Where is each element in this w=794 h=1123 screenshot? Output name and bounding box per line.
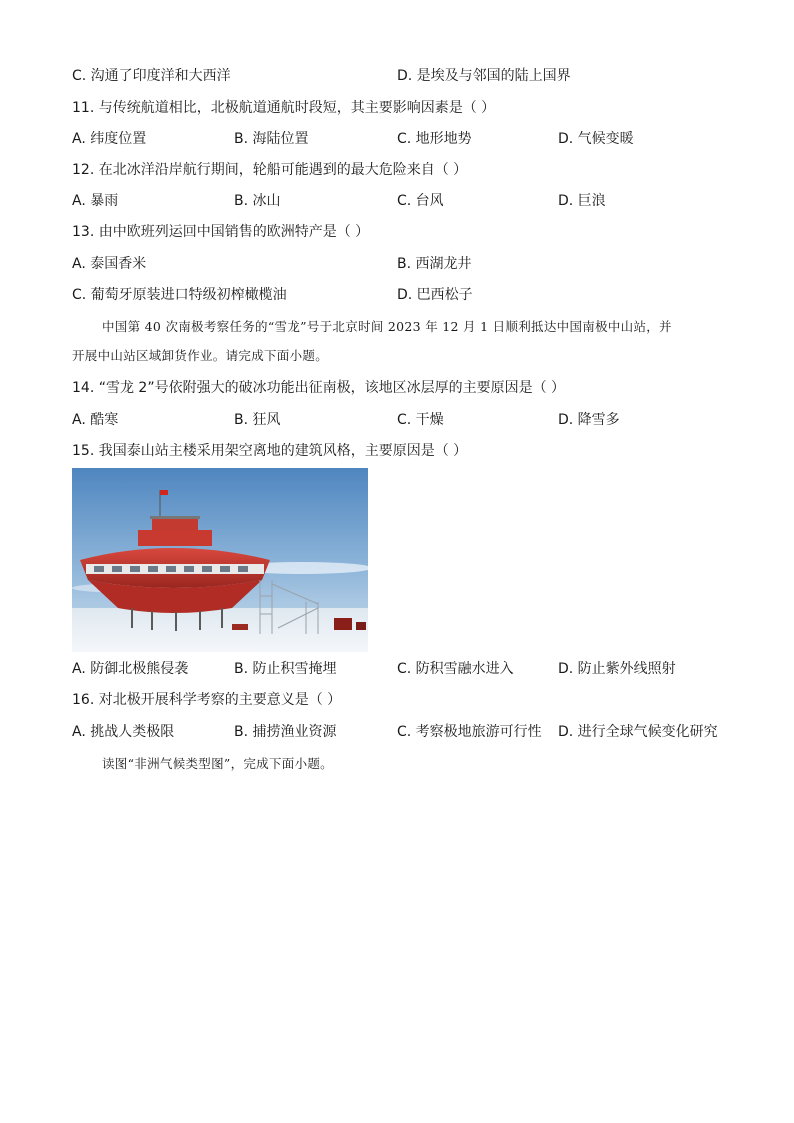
q11-stem: 11. 与传统航道相比，北极航道通航时段短，其主要影响因素是（ ）	[72, 100, 496, 116]
q12-stem: 12. 在北冰洋沿岸航行期间，轮船可能遇到的最大危险来自（ ）	[72, 162, 468, 178]
q16-option-b: B. 捕捞渔业资源	[234, 724, 337, 740]
q12-option-a: A. 暴雨	[72, 193, 119, 209]
q16-option-a: A. 挑战人类极限	[72, 724, 175, 740]
passage-xuelong-line2: 开展中山站区域卸货作业。请完成下面小题。	[72, 348, 329, 363]
q13-stem: 13. 由中欧班列运回中国销售的欧洲特产是（ ）	[72, 224, 370, 240]
q14-option-a: A. 酷寒	[72, 412, 119, 428]
q10-option-d: D. 是埃及与邻国的陆上国界	[397, 68, 571, 84]
q16-option-c: C. 考察极地旅游可行性	[397, 724, 542, 740]
q15-option-c: C. 防积雪融水进入	[397, 661, 514, 677]
q15-option-a: A. 防御北极熊侵袭	[72, 661, 189, 677]
q16-stem: 16. 对北极开展科学考察的主要意义是（ ）	[72, 692, 342, 708]
taishan-station-photo	[72, 468, 368, 652]
q14-option-d: D. 降雪多	[558, 412, 620, 428]
q10-option-c: C. 沟通了印度洋和大西洋	[72, 68, 231, 84]
q13-option-b: B. 西湖龙井	[397, 256, 472, 272]
q11-option-c: C. 地形地势	[397, 131, 472, 147]
q15-stem: 15. 我国泰山站主楼采用架空离地的建筑风格，主要原因是（ ）	[72, 443, 468, 459]
q12-option-b: B. 冰山	[234, 193, 281, 209]
q12-option-c: C. 台风	[397, 193, 444, 209]
q11-option-a: A. 纬度位置	[72, 131, 147, 147]
q13-option-d: D. 巴西松子	[397, 287, 473, 303]
q11-option-b: B. 海陆位置	[234, 131, 309, 147]
q13-option-c: C. 葡萄牙原装进口特级初榨橄榄油	[72, 287, 287, 303]
passage-xuelong-line1: 中国第 40 次南极考察任务的“雪龙”号于北京时间 2023 年 12 月 1 日顺利抵达中国南极中山站，并	[102, 319, 672, 334]
q14-stem: 14. “雪龙 2”号依附强大的破冰功能出征南极，该地区冰层厚的主要原因是（ ）	[72, 380, 566, 396]
q16-option-d: D. 进行全球气候变化研究	[558, 724, 718, 740]
q11-option-d: D. 气候变暖	[558, 131, 634, 147]
q14-option-c: C. 干燥	[397, 412, 444, 428]
q15-option-d: D. 防止紫外线照射	[558, 661, 676, 677]
q12-option-d: D. 巨浪	[558, 193, 606, 209]
q14-option-b: B. 狂风	[234, 412, 281, 428]
q13-option-a: A. 泰国香米	[72, 256, 147, 272]
passage-africa-climate: 读图“非洲气候类型图”，完成下面小题。	[102, 756, 333, 771]
q15-option-b: B. 防止积雪掩埋	[234, 661, 337, 677]
